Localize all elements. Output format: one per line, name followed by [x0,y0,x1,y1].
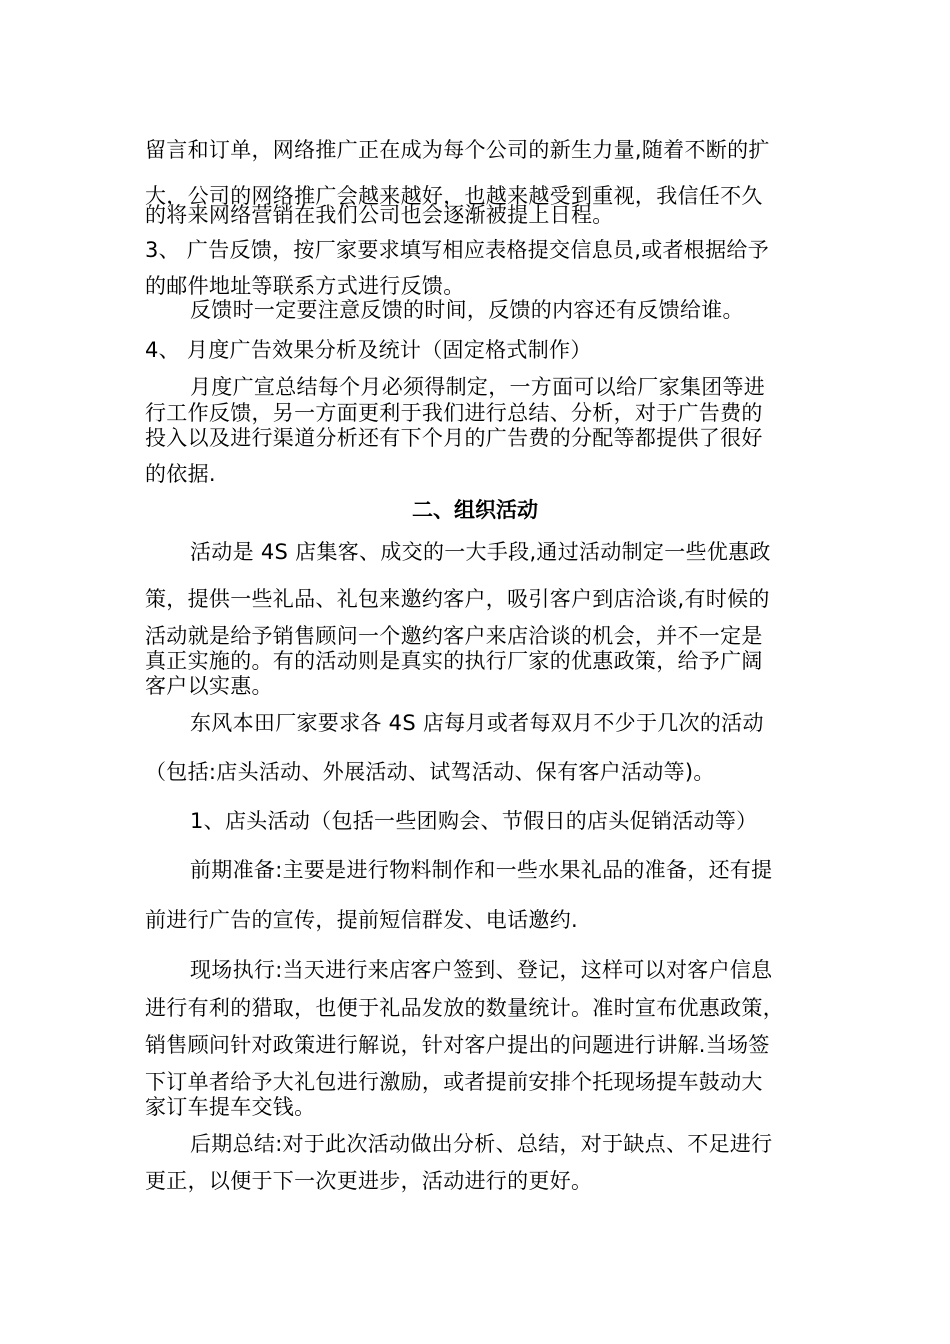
text-line: 留言和订单，网络推广正在成为每个公司的新生力量,随着不断的扩 [145,138,770,162]
text-line: 的邮件地址等联系方式进行反馈。 [145,274,465,298]
text-line: 3、 广告反馈，按厂家要求填写相应表格提交信息员,或者根据给予 [145,238,770,262]
text-line: 行工作反馈，另一方面更利于我们进行总结、分析，对于广告费的 [145,401,763,425]
text-line: 的依据. [145,462,216,486]
text-line: 前期准备:主要是进行物料制作和一些水果礼品的准备，还有提 [190,858,773,882]
text-line: 进行有利的猎取，也便于礼品发放的数量统计。准时宣布优惠政策， [145,996,784,1020]
text-line: 前进行广告的宣传，提前短信群发、电话邀约. [145,908,578,932]
text-line: 策，提供一些礼品、礼包来邀约客户，吸引客户到店洽谈,有时候的 [145,587,770,611]
text-line: 更正，以便于下一次更进步，活动进行的更好。 [145,1169,593,1193]
text-line: 投入以及进行渠道分析还有下个月的广告费的分配等都提供了很好 [145,426,763,450]
text-line: 活动就是给予销售顾问一个邀约客户来店洽谈的机会，并不一定是 [145,624,763,648]
text-line: 家订车提车交钱。 [145,1095,316,1119]
text-line: 4、 月度广告效果分析及统计（固定格式制作） [145,338,592,362]
text-line: 后期总结:对于此次活动做出分析、总结，对于缺点、不足进行 [190,1132,773,1156]
text-line: 活动是 4S 店集客、成交的一大手段,通过活动制定一些优惠政 [190,540,771,564]
text-line: 反馈时一定要注意反馈的时间，反馈的内容还有反馈给谁。 [190,298,744,322]
text-line: 月度广宣总结每个月必须得制定，一方面可以给厂家集团等进 [190,375,766,399]
text-line: 销售顾问针对政策进行解说，针对客户提出的问题进行讲解.当场签 [145,1033,770,1057]
text-line: 1、店头活动（包括一些团购会、节假日的店头促销活动等） [190,809,758,833]
text-line: 的将来网络营销在我们公司也会逐渐被提上日程。 [145,203,614,227]
text-line: 现场执行:当天进行来店客户签到、登记，这样可以对客户信息 [190,958,773,982]
text-line: （包括:店头活动、外展活动、试驾活动、保有客户活动等)。 [145,760,715,784]
text-line: 客户以实惠。 [145,674,273,698]
text-line: 真正实施的。有的活动则是真实的执行厂家的优惠政策，给予广阔 [145,649,763,673]
text-line: 下订单者给予大礼包进行激励，或者提前安排个托现场提车鼓动大 [145,1070,763,1094]
text-line: 大，公司的网络推广会越来越好，也越来越受到重视，我信任不久 [145,184,763,208]
section-heading: 二、组织活动 [412,498,538,522]
text-line: 东风本田厂家要求各 4S 店每月或者每双月不少于几次的活动 [190,711,764,735]
